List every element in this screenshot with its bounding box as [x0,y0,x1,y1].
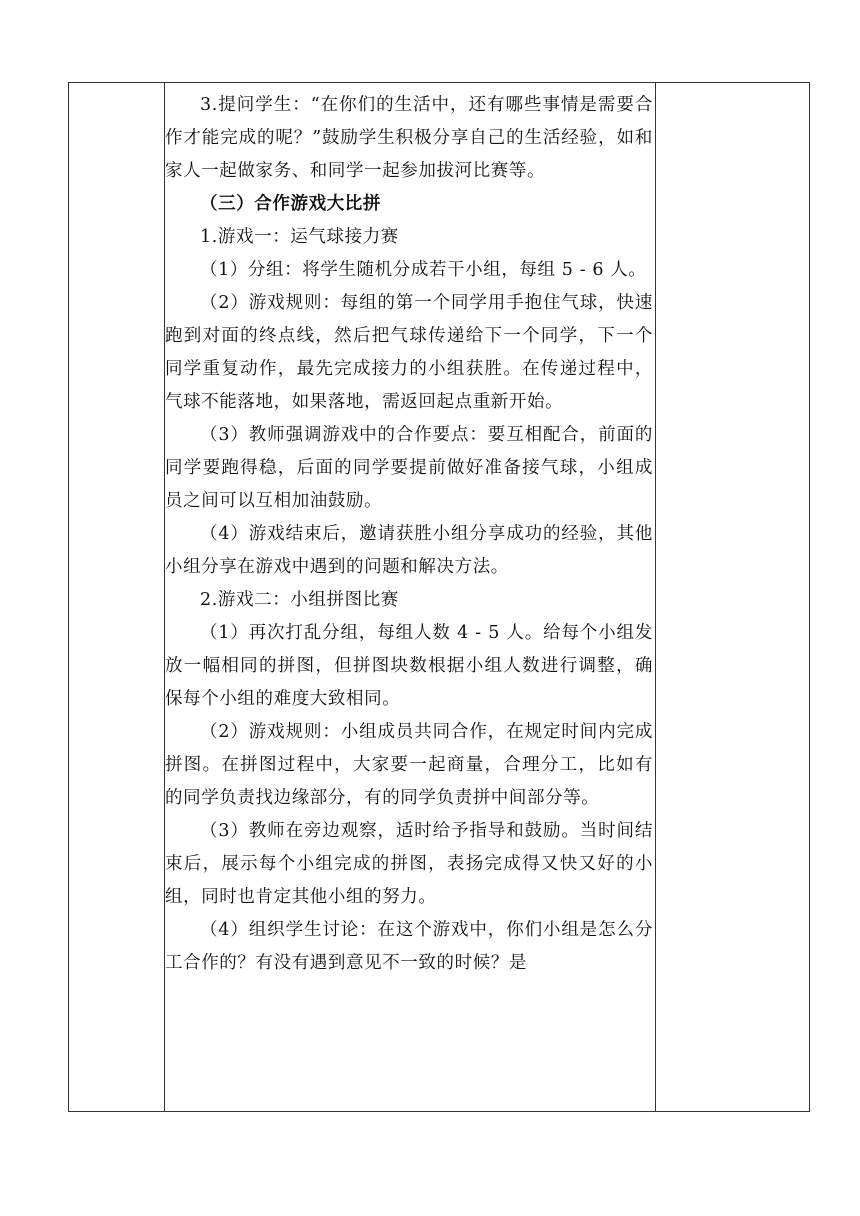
game-one-title: 1.游戏一：运气球接力赛 [200,227,399,247]
game-two-step-1: （1）再次打乱分组，每组人数 4 - 5 人。给每个小组发放一幅相同的拼图，但拼图块数根据小组人数进行调整，确保每个小组的难度大致相同。 [165,623,653,709]
game-two-step-2: （2）游戏规则：小组成员共同合作，在规定时间内完成拼图。在拼图过程中，大家要一起商量，合理分工，比如有的同学负责找边缘部分，有的同学负责拼中间部分等。 [165,722,653,808]
column-divider-right [655,83,656,1111]
game-two-title: 2.游戏二：小组拼图比赛 [200,590,399,610]
paragraph-question-students: 3.提问学生：“在你们的生活中，还有哪些事情是需要合作才能完成的呢？”鼓励学生积极分享自己的生活经验，如和家人一起做家务、和同学一起参加拔河比赛等。 [165,95,653,181]
lesson-content-cell [165,89,653,980]
section-heading-cooperative-games: （三）合作游戏大比拼 [200,194,381,214]
game-one-step-3: （3）教师强调游戏中的合作要点：要互相配合，前面的同学要跑得稳，后面的同学要提前做好准备接气球，小组成员之间可以互相加油鼓励。 [165,425,653,511]
game-one-step-4: （4）游戏结束后，邀请获胜小组分享成功的经验，其他小组分享在游戏中遇到的问题和解决方法。 [165,524,653,577]
game-two-step-3: （3）教师在旁边观察，适时给予指导和鼓励。当时间结束后，展示每个小组完成的拼图，表扬完成得又快又好的小组，同时也肯定其他小组的努力。 [165,821,653,907]
lesson-table [68,82,810,1112]
game-two-step-4: （4）组织学生讨论：在这个游戏中，你们小组是怎么分工合作的？有没有遇到意见不一致的时候？是 [165,920,653,973]
game-one-step-1: （1）分组：将学生随机分成若干小组，每组 5 - 6 人。 [200,260,647,280]
game-one-step-2: （2）游戏规则：每组的第一个同学用手抱住气球，快速跑到对面的终点线，然后把气球传递给下一个同学，下一个同学重复动作，最先完成接力的小组获胜。在传递过程中，气球不能落地，如果落地，需返回起点重新开始。 [165,293,653,412]
